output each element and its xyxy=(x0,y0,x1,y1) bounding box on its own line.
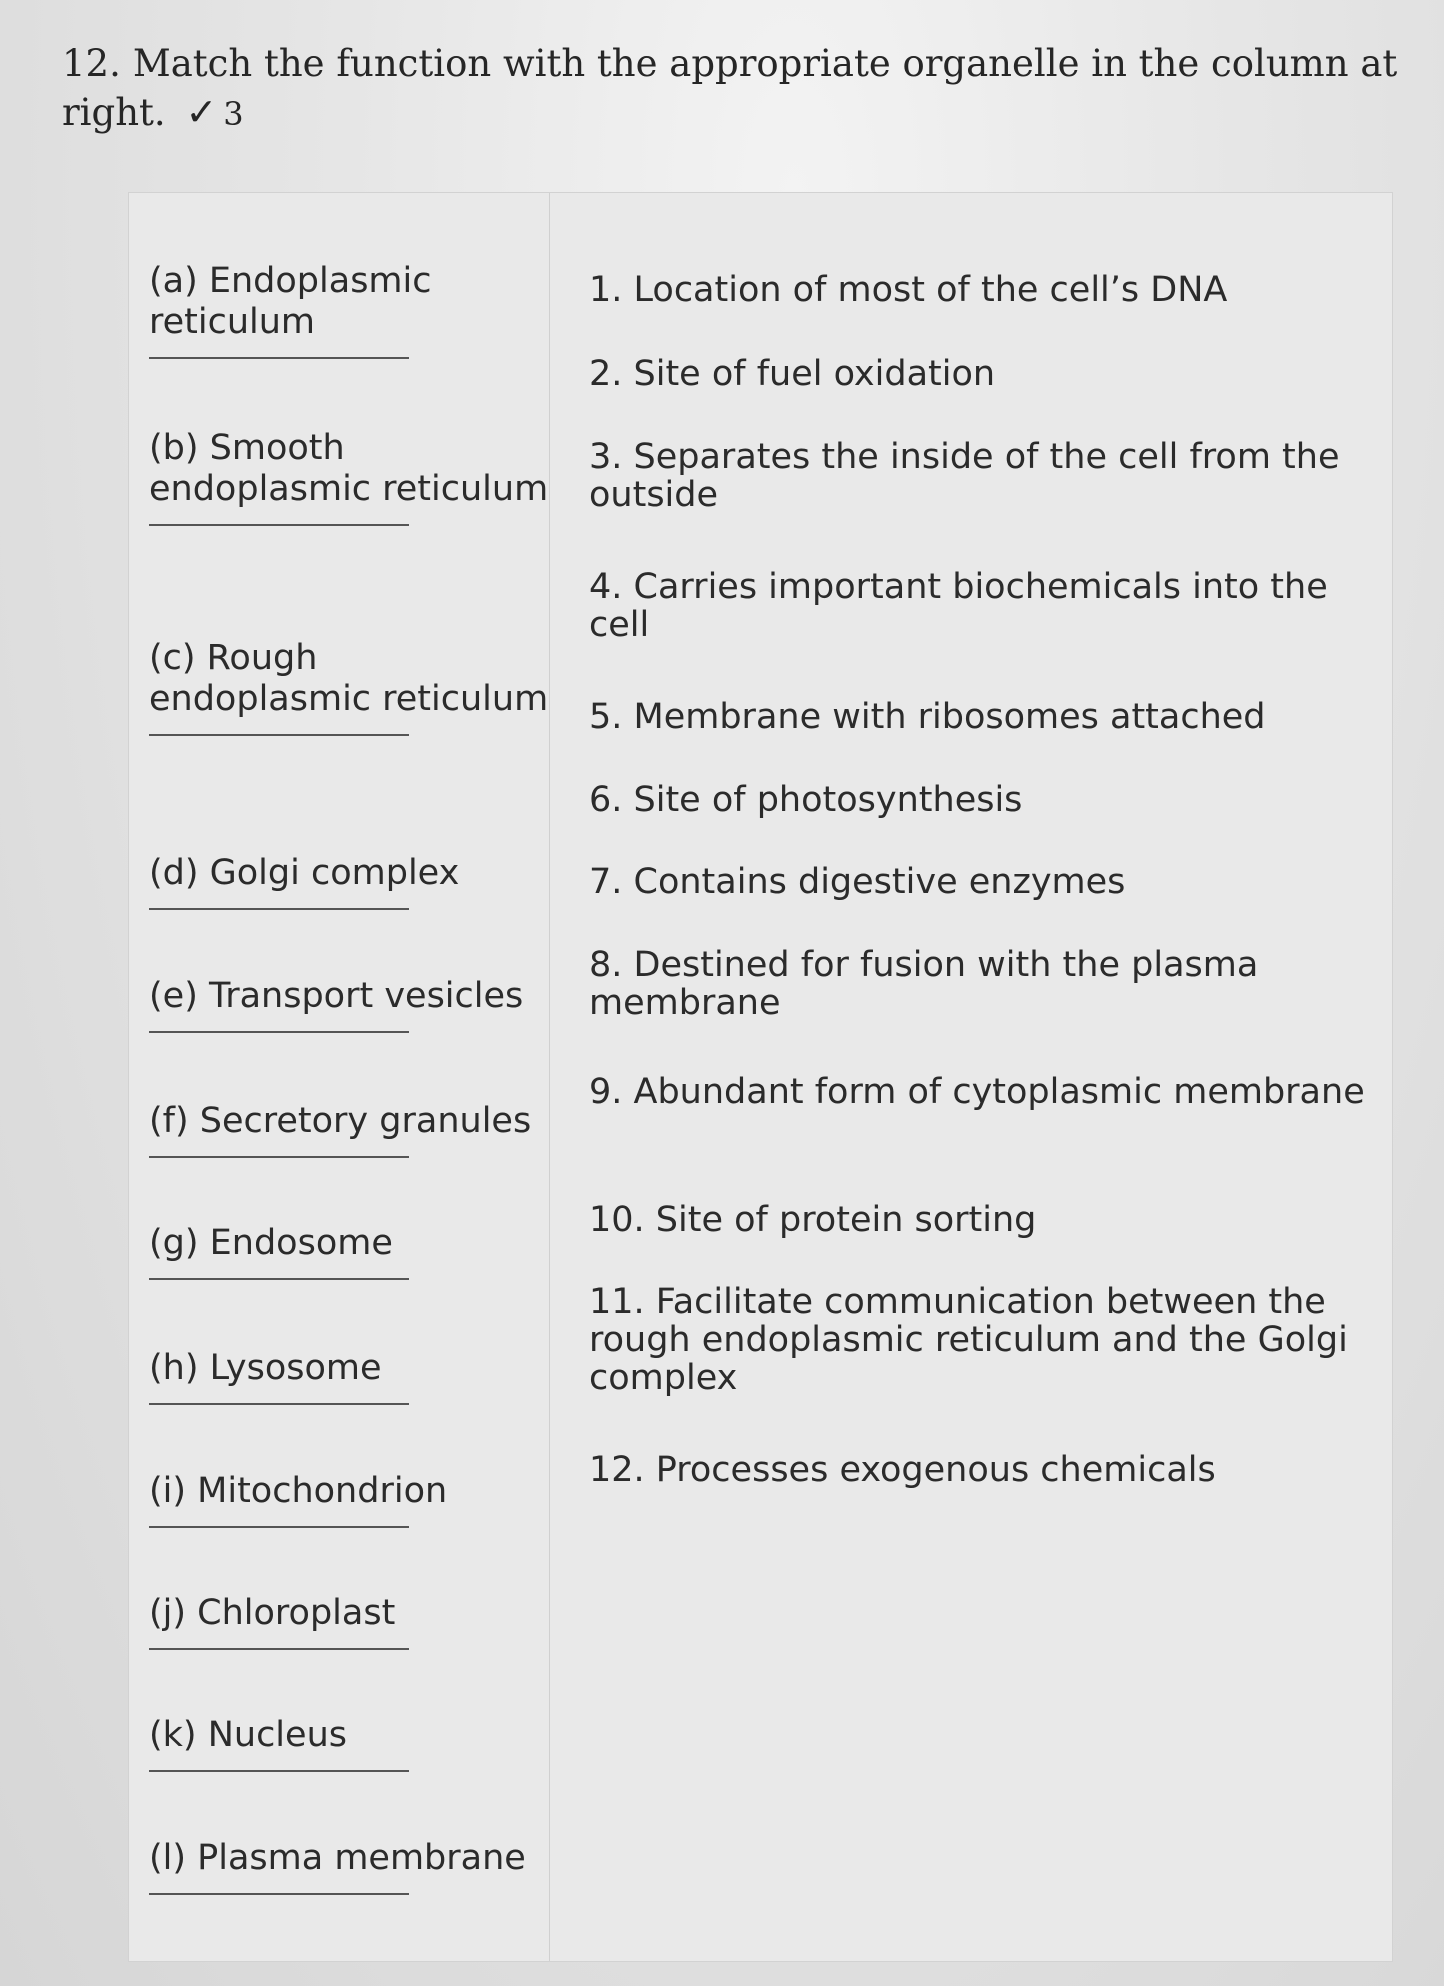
question-text: Match the function with the appropriate organelle in the column at right. xyxy=(62,42,1398,134)
function-item: 10. Site of protein sorting xyxy=(589,1200,1037,1240)
organelle-label: (d) Golgi complex xyxy=(149,853,460,893)
organelle-label: (k) Nucleus xyxy=(149,1715,347,1755)
answer-blank[interactable] xyxy=(149,1156,409,1158)
organelle-item xyxy=(149,976,549,1033)
answer-blank[interactable] xyxy=(149,1278,409,1280)
matching-table xyxy=(128,192,1393,1962)
function-item: 1. Location of most of the cell’s DNA xyxy=(589,270,1228,310)
organelle-item xyxy=(149,1223,549,1280)
organelle-label: (i) Mitochondrion xyxy=(149,1471,448,1511)
score-mark: 3 xyxy=(223,95,244,133)
organelle-item xyxy=(149,1348,549,1405)
organelle-item xyxy=(149,1593,549,1650)
organelle-label: (a) Endoplasmic reticulum xyxy=(149,261,432,342)
organelle-item xyxy=(149,638,549,736)
function-item: 6. Site of photosynthesis xyxy=(589,780,1023,820)
organelle-label: (j) Chloroplast xyxy=(149,1593,396,1633)
check-mark-icon: ✓ xyxy=(185,90,218,134)
organelle-label: (f) Secretory granules xyxy=(149,1101,532,1141)
answer-blank[interactable] xyxy=(149,1526,409,1528)
answer-blank[interactable] xyxy=(149,734,409,736)
organelle-item xyxy=(149,853,549,910)
organelle-item xyxy=(149,1715,549,1772)
function-item: 5. Membrane with ribosomes attached xyxy=(589,697,1266,737)
answer-blank[interactable] xyxy=(149,1648,409,1650)
question-number: 12. xyxy=(62,42,121,85)
column-divider xyxy=(549,193,550,1961)
answer-blank[interactable] xyxy=(149,524,409,526)
organelle-label: (h) Lysosome xyxy=(149,1348,382,1388)
function-item: 12. Processes exogenous chemicals xyxy=(589,1450,1216,1490)
answer-blank[interactable] xyxy=(149,1770,409,1772)
answer-blank[interactable] xyxy=(149,357,409,359)
organelle-item xyxy=(149,1101,549,1158)
organelle-item xyxy=(149,428,549,526)
function-item: 3. Separates the inside of the cell from the outside xyxy=(589,437,1340,515)
function-item: 4. Carries important biochemicals into the cell xyxy=(589,567,1328,645)
question-prompt xyxy=(62,40,1402,138)
organelle-item xyxy=(149,1838,549,1895)
organelle-label: (c) Rough endoplasmic reticulum xyxy=(149,638,549,719)
organelle-label: (b) Smooth endoplasmic reticulum xyxy=(149,428,549,509)
function-item: 8. Destined for fusion with the plasma membrane xyxy=(589,945,1259,1023)
organelle-label: (l) Plasma membrane xyxy=(149,1838,526,1878)
function-item: 7. Contains digestive enzymes xyxy=(589,862,1126,902)
organelle-label: (g) Endosome xyxy=(149,1223,393,1263)
answer-blank[interactable] xyxy=(149,908,409,910)
function-item: 11. Facilitate communication between the rough endoplasmic reticulum and the Golgi complex xyxy=(589,1282,1348,1398)
organelle-label: (e) Transport vesicles xyxy=(149,976,524,1016)
organelle-item xyxy=(149,261,549,359)
function-item: 2. Site of fuel oxidation xyxy=(589,354,996,394)
function-item: 9. Abundant form of cytoplasmic membrane xyxy=(589,1072,1365,1112)
answer-blank[interactable] xyxy=(149,1031,409,1033)
organelle-item xyxy=(149,1471,549,1528)
answer-blank[interactable] xyxy=(149,1403,409,1405)
answer-blank[interactable] xyxy=(149,1893,409,1895)
